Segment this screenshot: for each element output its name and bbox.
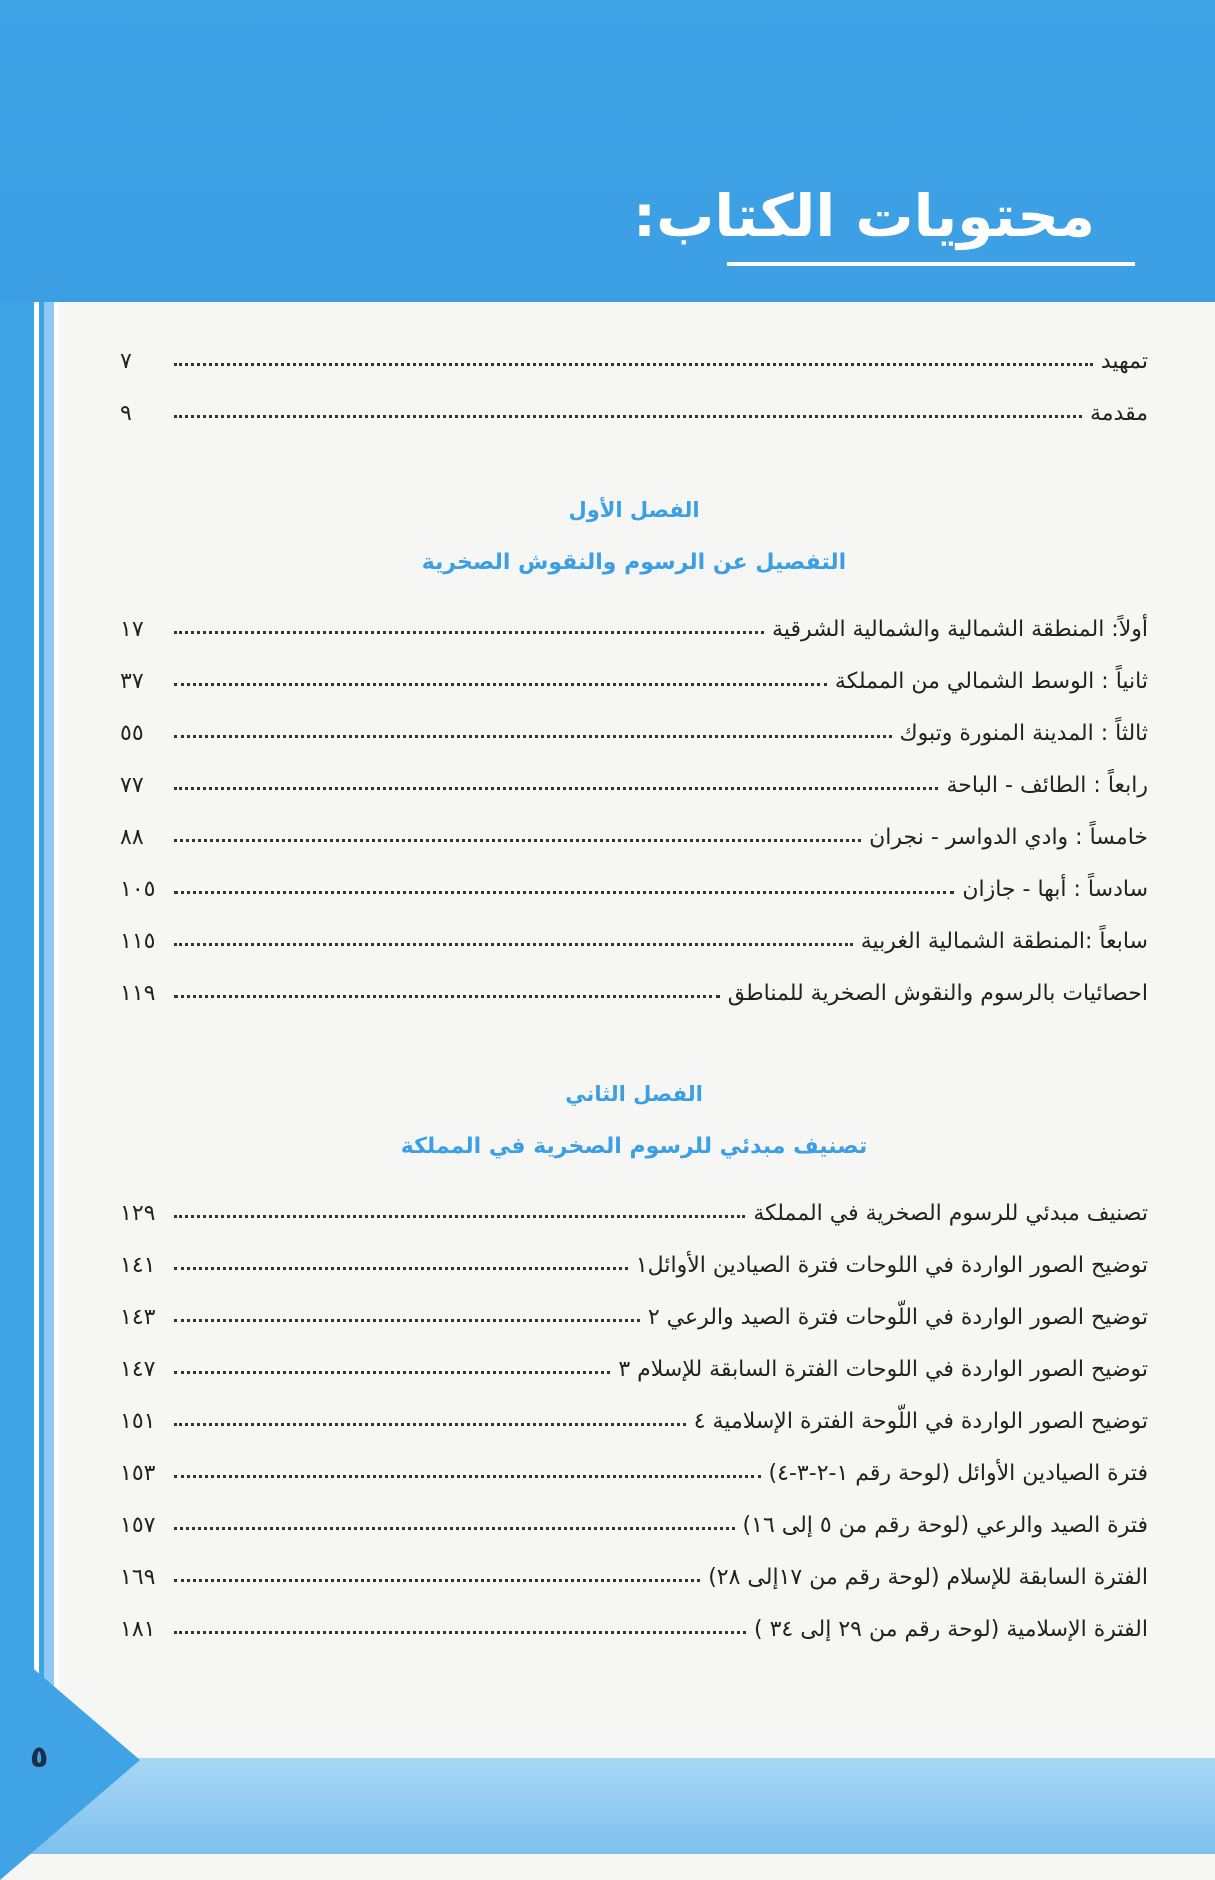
leader-dots [174, 1423, 686, 1426]
toc-entry-page: ١٨١ [120, 1617, 156, 1642]
toc-entry-label: مقدمة [1089, 401, 1148, 426]
toc-entry[interactable] [120, 1394, 1148, 1434]
leader-dots [174, 995, 720, 998]
toc-entry-page: ٨٨ [120, 825, 144, 850]
toc-entry-page: ١١٩ [120, 981, 156, 1006]
toc-entry-label: توضيح الصور الواردة في اللوحات فترة الصيادين الأوائل١ [635, 1253, 1148, 1278]
toc-entry[interactable] [120, 914, 1148, 954]
toc-entry[interactable] [120, 706, 1148, 746]
chapter-title: تصنيف مبدئي للرسوم الصخرية في المملكة [400, 1134, 868, 1159]
toc-entry-page: ١٤٧ [120, 1357, 156, 1382]
leader-dots [174, 839, 861, 842]
toc-entry[interactable] [120, 1238, 1148, 1278]
toc-entry[interactable] [120, 1498, 1148, 1538]
toc-entry-page: ١١٥ [120, 929, 156, 954]
footer-band [0, 1758, 1215, 1854]
toc-entry-label: تصنيف مبدئي للرسوم الصخرية في المملكة [753, 1201, 1148, 1226]
toc-entry[interactable] [120, 1446, 1148, 1486]
toc-entry[interactable] [120, 602, 1148, 642]
leader-dots [174, 1215, 745, 1218]
leader-dots [174, 1371, 610, 1374]
toc-entry-label: ثانياً : الوسط الشمالي من المملكة [834, 669, 1148, 694]
toc-entry-label: تمهيد [1100, 349, 1148, 374]
toc-entry-label: الفترة الإسلامية (لوحة رقم من ٢٩ إلى ٣٤ ) [753, 1617, 1148, 1642]
toc-entry-label: خامساً : وادي الدواسر - نجران [869, 825, 1148, 850]
toc-entry-label: سادساً : أبها - جازان [962, 877, 1148, 902]
toc-entry-page: ١٠٥ [120, 877, 156, 902]
leader-dots [174, 683, 827, 686]
toc-entry[interactable] [120, 758, 1148, 798]
page-number: ٥ [30, 1740, 49, 1775]
toc-entry-page: ٧٧ [120, 773, 144, 798]
toc-entry-page: ١٧ [120, 617, 144, 642]
leader-dots [174, 1631, 746, 1634]
toc-entry[interactable] [120, 810, 1148, 850]
toc-entry-label: توضيح الصور الواردة في اللوحات الفترة السابقة للإسلام ٣ [618, 1357, 1148, 1382]
toc-entry[interactable] [120, 1342, 1148, 1382]
leader-dots [174, 363, 1093, 366]
toc-entry-page: ١٥٣ [120, 1461, 156, 1486]
margin-stripe [44, 302, 54, 1854]
toc-entry-page: ٣٧ [120, 669, 144, 694]
leader-dots [174, 891, 954, 894]
toc-entry[interactable] [120, 966, 1148, 1006]
leader-dots [174, 415, 1082, 418]
margin-stripe [34, 302, 39, 1854]
toc-entry-page: ٥٥ [120, 721, 144, 746]
chapter-title: التفصيل عن الرسوم والنقوش الصخرية [421, 550, 847, 575]
toc-entry[interactable] [120, 1602, 1148, 1642]
toc-entry-label: احصائيات بالرسوم والنقوش الصخرية للمناطق [727, 981, 1148, 1006]
toc-entry-label: فترة الصيادين الأوائل (لوحة رقم ١-٢-٣-٤) [768, 1461, 1148, 1486]
toc-entry-label: ثالثاً : المدينة المنورة وتبوك [899, 721, 1148, 746]
leader-dots [174, 787, 938, 790]
header-band [0, 0, 1215, 302]
toc-entry-page: ١٥٧ [120, 1513, 156, 1538]
leader-dots [174, 735, 892, 738]
toc-entry[interactable] [120, 862, 1148, 902]
leader-dots [174, 1319, 640, 1322]
toc-entry-label: سابعاً :المنطقة الشمالية الغربية [860, 929, 1148, 954]
toc-entry-label: فترة الصيد والرعي (لوحة رقم من ٥ إلى ١٦) [742, 1513, 1148, 1538]
toc-entry[interactable] [120, 334, 1148, 374]
page-title: محتويات الكتاب: [632, 182, 1095, 250]
leader-dots [174, 1267, 628, 1270]
toc-entry[interactable] [120, 1290, 1148, 1330]
leader-dots [174, 631, 764, 634]
toc-entry-page: ١٢٩ [120, 1201, 156, 1226]
toc-entry-label: توضيح الصور الواردة في اللّوحات فترة الصيد والرعي ٢ [647, 1305, 1148, 1330]
leader-dots [174, 1579, 700, 1582]
chapter-number: الفصل الثاني [565, 1082, 703, 1106]
leader-dots [174, 1475, 761, 1478]
toc-entry-label: الفترة السابقة للإسلام (لوحة رقم من ١٧إلى ٢٨) [708, 1565, 1148, 1590]
toc-entry[interactable] [120, 1550, 1148, 1590]
toc-entry-label: رابعاً : الطائف - الباحة [946, 773, 1148, 798]
toc-entry[interactable] [120, 654, 1148, 694]
title-underline [727, 262, 1135, 266]
page-number-tab [0, 1640, 140, 1880]
leader-dots [174, 943, 853, 946]
leader-dots [174, 1527, 735, 1530]
toc-entry[interactable] [120, 386, 1148, 426]
toc-entry-page: ٩ [120, 401, 132, 426]
toc-entry-page: ١٤١ [120, 1253, 156, 1278]
toc-entry-page: ١٦٩ [120, 1565, 156, 1590]
toc-entry-page: ٧ [120, 349, 132, 374]
margin-stripe [54, 302, 59, 1854]
toc-entry-label: أولاً: المنطقة الشمالية والشمالية الشرقية [772, 617, 1148, 642]
toc-entry-label: توضيح الصور الواردة في اللّوحة الفترة الإسلامية ٤ [693, 1409, 1148, 1434]
toc-entry[interactable] [120, 1186, 1148, 1226]
chapter-number: الفصل الأول [568, 498, 700, 522]
toc-entry-page: ١٥١ [120, 1409, 156, 1434]
toc-entry-page: ١٤٣ [120, 1305, 156, 1330]
